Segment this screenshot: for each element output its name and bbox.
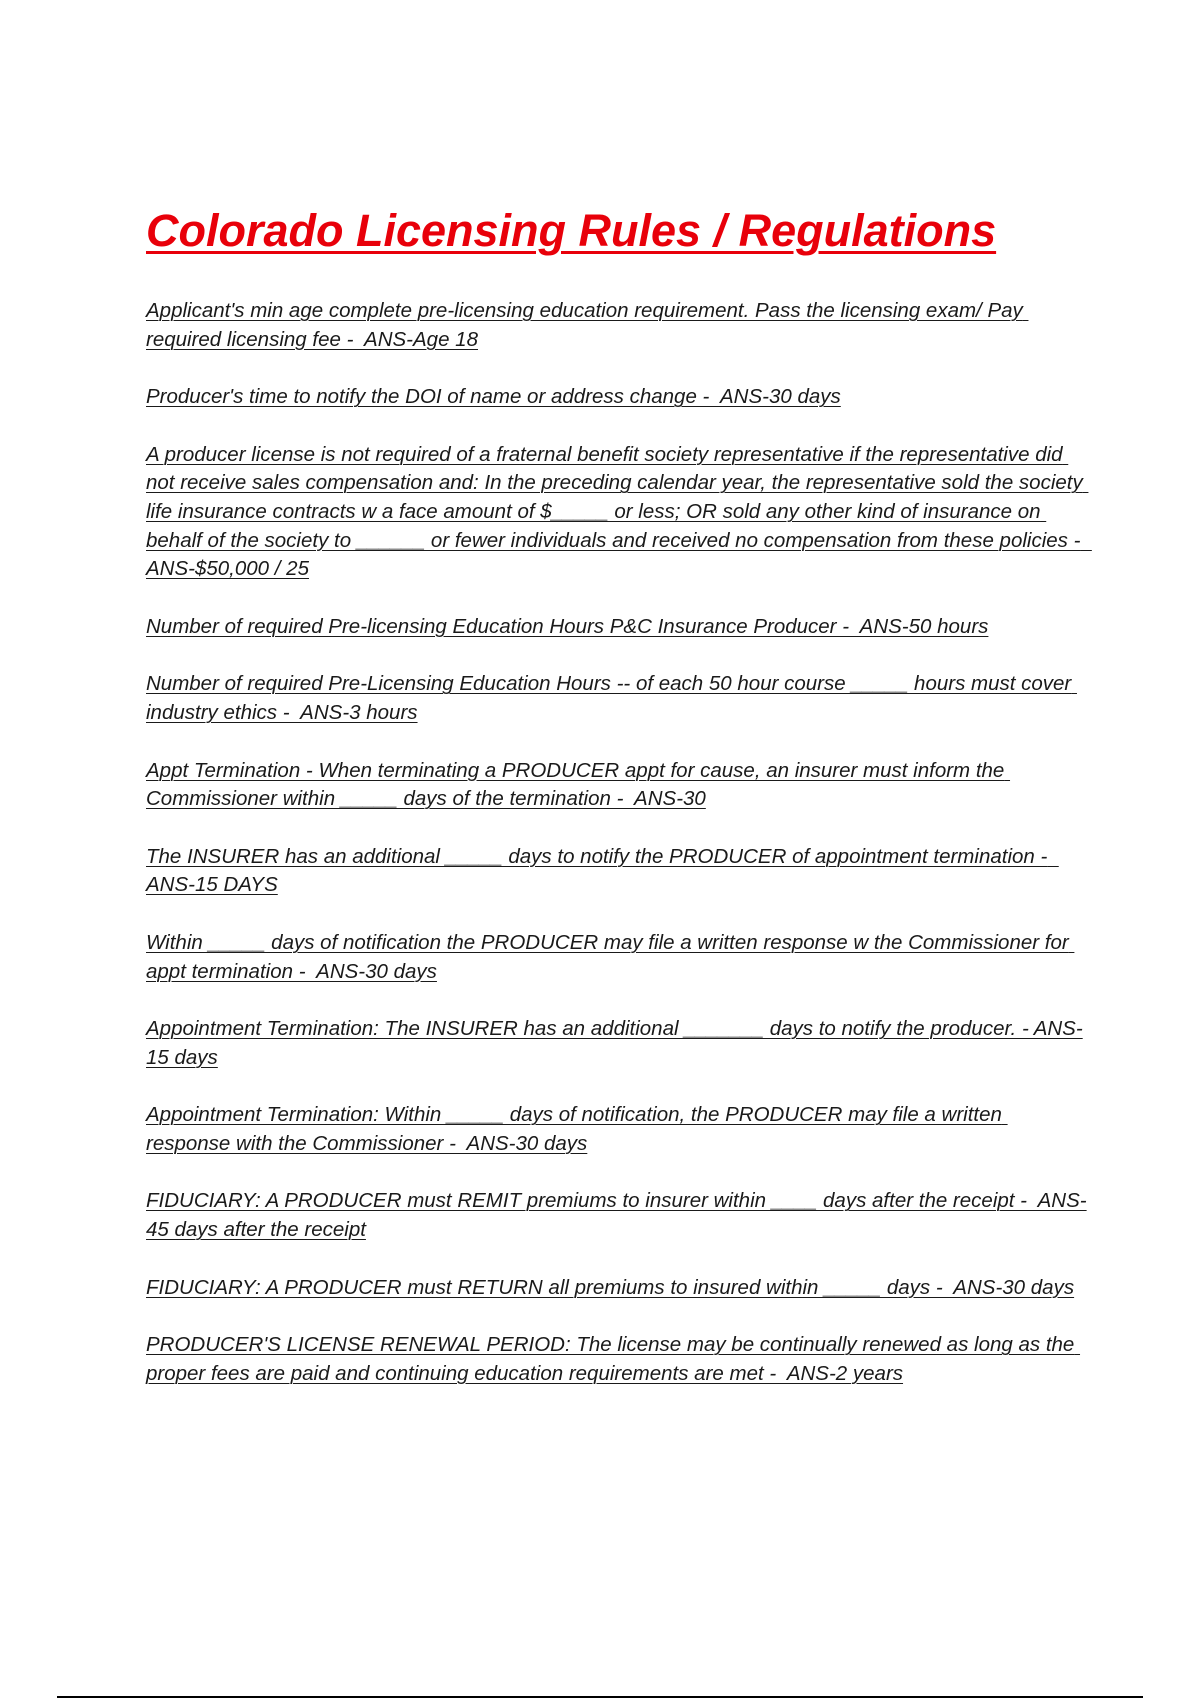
qa-list (146, 297, 1091, 1417)
qa-item-insurer-notify-2: Appointment Termination: The INSURER has an additional _______ days to notify the producer. - ANS-15 days (146, 1017, 1083, 1069)
qa-item-appt-termination: Appt Termination - When terminating a PRODUCER appt for cause, an insurer must inform the Commissioner within _____ days of the termination - ANS-30 (146, 758, 1011, 811)
qa-item-ethics-hours: Number of required Pre-Licensing Education Hours -- of each 50 hour course _____ hours must cover industry ethics - ANS-3 hours (146, 672, 1077, 724)
qa-item-remit: FIDUCIARY: A PRODUCER must REMIT premiums to insurer within ____ days after the receipt - ANS-45 days after the receipt (146, 1189, 1087, 1242)
qa-item-producer-response-2: Appointment Termination: Within _____ days of notification, the PRODUCER may file a written response with the Commissioner - ANS-30 days (146, 1103, 1008, 1155)
qa-item-fraternal: A producer license is not required of a fraternal benefit society representative if the representative did not receive sales compensation and: In the preceding calendar year, the representative sold the society life insurance contracts w a face amount of $_____ or less; OR sold any other kind of insurance on behalf of the society to ______ or fewer individuals and received no compensation from these policies - ANS-$50,000 / 25 (146, 442, 1092, 581)
footer-divider (57, 1696, 1143, 1698)
qa-item-renewal: PRODUCER'S LICENSE RENEWAL PERIOD: The license may be continually renewed as long as the proper fees are paid and continuing education requirements are met - ANS-2 years (146, 1333, 1081, 1385)
qa-item-name-change: Producer's time to notify the DOI of name or address change - ANS-30 days (146, 385, 841, 409)
qa-item-return: FIDUCIARY: A PRODUCER must RETURN all premiums to insured within _____ days - ANS-30 days (146, 1275, 1075, 1299)
qa-item-insurer-notify: The INSURER has an additional _____ days to notify the PRODUCER of appointment termination - ANS-15 DAYS (146, 844, 1059, 897)
qa-item-pc-hours: Number of required Pre-licensing Education Hours P&C Insurance Producer - ANS-50 hours (146, 614, 989, 638)
document-title: Colorado Licensing Rules / Regulations (146, 205, 997, 256)
qa-item-producer-response: Within _____ days of notification the PRODUCER may file a written response w the Commissioner for appt termination - ANS-30 days (146, 930, 1075, 983)
qa-item-age: Applicant's min age complete pre-licensing education requirement. Pass the licensing exam/ Pay required licensing fee - ANS-Age 18 (146, 299, 1029, 351)
